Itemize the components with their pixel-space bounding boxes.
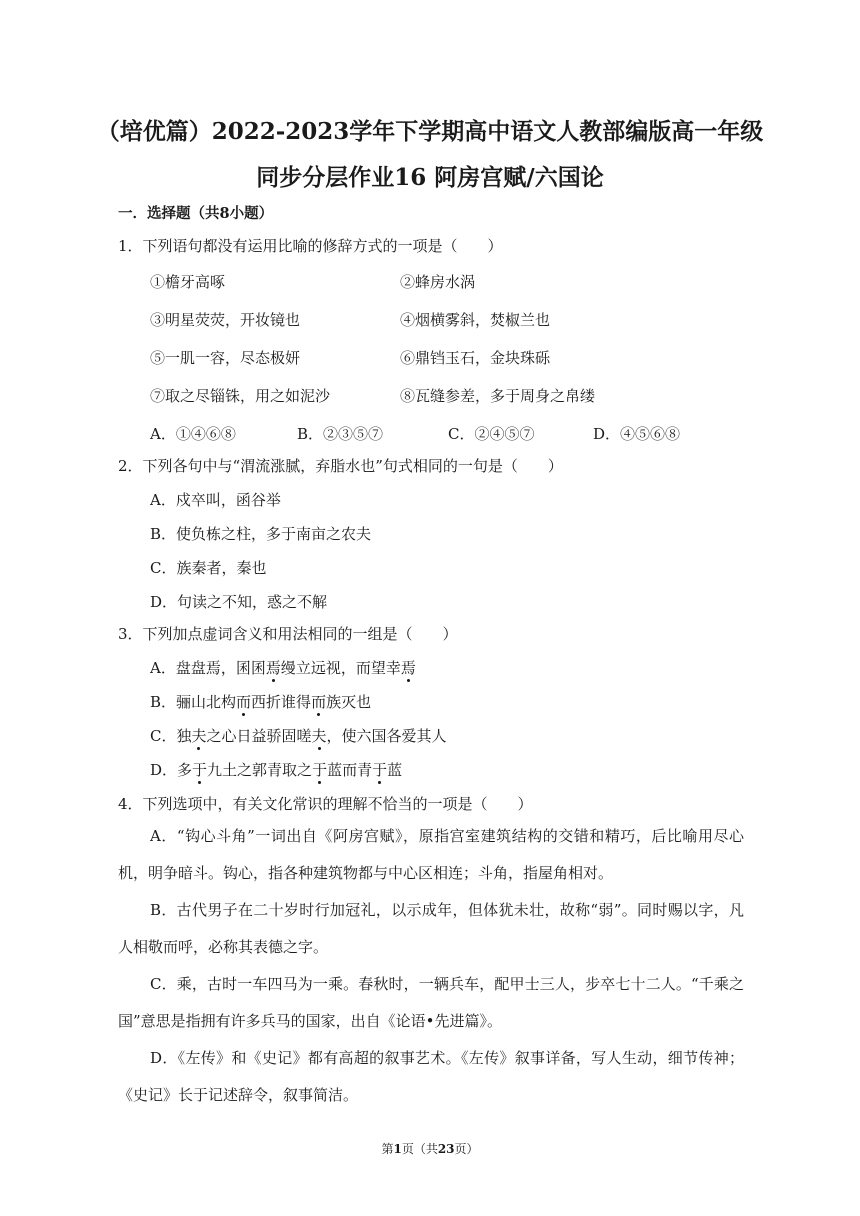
- q3-d-text-2: 九土之郭青取之: [207, 761, 313, 779]
- q3-c-dotted-1: 夫: [191, 727, 207, 745]
- q3-b-dotted-1: 而: [236, 693, 252, 711]
- q3-option-d: [150, 760, 402, 780]
- q4-option-d: D．《左传》和《史记》都有高超的叙事艺术。《左传》叙事详备，写人生动，细节传神；《史记》长于记述辞令，叙事简洁。: [118, 1049, 744, 1104]
- q4-option-c: C．乘，古时一车四马为一乘。春秋时，一辆兵车，配甲士三人，步卒七十二人。“千乘之国”意思是指拥有许多兵马的国家，出自《论语•先进篇》。: [118, 975, 744, 1030]
- page-footer: [0, 1140, 860, 1157]
- q3-d-text-4: 蓝: [387, 761, 403, 779]
- q3-d-text-3: 蓝而青: [327, 761, 373, 779]
- q4-option-a: A．“钩心斗角”一词出自《阿房宫赋》，原指宫室建筑结构的交错和精巧，后比喻用尽心机，明争暗斗。钩心，指各种建筑物都与中心区相连；斗角，指屋角相对。: [118, 827, 744, 882]
- footer-middle: 页（共: [401, 1142, 438, 1156]
- q2-option-a: A．戍卒叫，函谷举: [150, 491, 281, 509]
- q3-b-text-2: 西折谁得: [251, 693, 312, 711]
- q3-d-dotted-2: 于: [312, 761, 328, 779]
- footer-prefix: 第: [381, 1142, 394, 1156]
- q3-option-c: [150, 726, 447, 746]
- q1-item-6: ⑥鼎铛玉石，金块珠砾: [400, 349, 551, 367]
- q3-d-text-1: D．多: [150, 761, 193, 779]
- q2-option-d: D．句读之不知，惑之不解: [150, 593, 328, 611]
- q3-a-text-1: A．盘盘焉，囷囷: [150, 659, 266, 677]
- q3-option-a: [150, 658, 416, 678]
- q3-b-text-3: 族灭也: [326, 693, 372, 711]
- q1-answer-c: C．②④⑤⑦: [448, 425, 535, 443]
- q3-c-dotted-2: 夫: [311, 727, 327, 745]
- q4-option-b: B．古代男子在二十岁时行加冠礼，以示成年，但体犹未壮，故称“弱”。同时赐以字，凡人相敬而呼，必称其表德之字。: [118, 901, 744, 956]
- q3-option-b: [150, 692, 371, 712]
- q1-item-8: ⑧瓦缝参差，多于周身之帛缕: [400, 387, 596, 405]
- question-3-stem: 3．下列加点虚词含义和用法相同的一组是（ ）: [118, 625, 458, 643]
- q3-a-dotted-2: 焉: [400, 659, 416, 677]
- q1-item-3: ③明星荧荧，开妆镜也: [150, 311, 301, 329]
- footer-suffix: 页）: [454, 1142, 479, 1156]
- q2-option-b: B．使负栋之柱，多于南亩之农夫: [150, 525, 372, 543]
- document-title-line2: 同步分层作业16 阿房宫赋/六国论: [256, 164, 604, 191]
- q2-option-c: C．族秦者，秦也: [150, 559, 267, 577]
- q1-item-7: ⑦取之尽锱铢，用之如泥沙: [150, 387, 331, 405]
- question-2-stem: 2．下列各句中与“渭流涨腻，弃脂水也”句式相同的一句是（ ）: [118, 457, 563, 475]
- q1-answer-b: B．②③⑤⑦: [297, 425, 384, 443]
- question-1-stem: 1．下列语句都没有运用比喻的修辞方式的一项是（ ）: [118, 237, 503, 255]
- q1-answer-a: A．①④⑥⑧: [150, 425, 236, 443]
- q3-b-text-1: B．骊山北构: [150, 693, 237, 711]
- document-title-line1: （培优篇）2022-2023学年下学期高中语文人教部编版高一年级: [96, 118, 764, 145]
- q1-item-5: ⑤一肌一容，尽态极妍: [150, 349, 301, 367]
- q1-item-1: ①檐牙高啄: [150, 273, 226, 291]
- q3-a-text-2: 缦立远视，而望幸: [280, 659, 401, 677]
- q1-answer-d: D．④⑤⑥⑧: [593, 425, 681, 443]
- q3-c-text-1: C．独: [150, 727, 192, 745]
- q3-b-dotted-2: 而: [311, 693, 327, 711]
- question-4-stem: 4．下列选项中，有关文化常识的理解不恰当的一项是（ ）: [118, 795, 533, 813]
- q3-d-dotted-1: 于: [192, 761, 208, 779]
- q3-c-text-3: ，使六国各爱其人: [326, 727, 447, 745]
- footer-page-number: 1: [393, 1142, 402, 1156]
- footer-total-pages: 23: [437, 1142, 455, 1156]
- section-heading: 一．选择题（共8小题）: [118, 205, 274, 222]
- q3-c-text-2: 之心日益骄固嗟: [206, 727, 312, 745]
- q3-d-dotted-3: 于: [372, 761, 388, 779]
- q1-item-2: ②蜂房水涡: [400, 273, 476, 291]
- q1-item-4: ④烟横雾斜，焚椒兰也: [400, 311, 551, 329]
- q3-a-dotted-1: 焉: [265, 659, 281, 677]
